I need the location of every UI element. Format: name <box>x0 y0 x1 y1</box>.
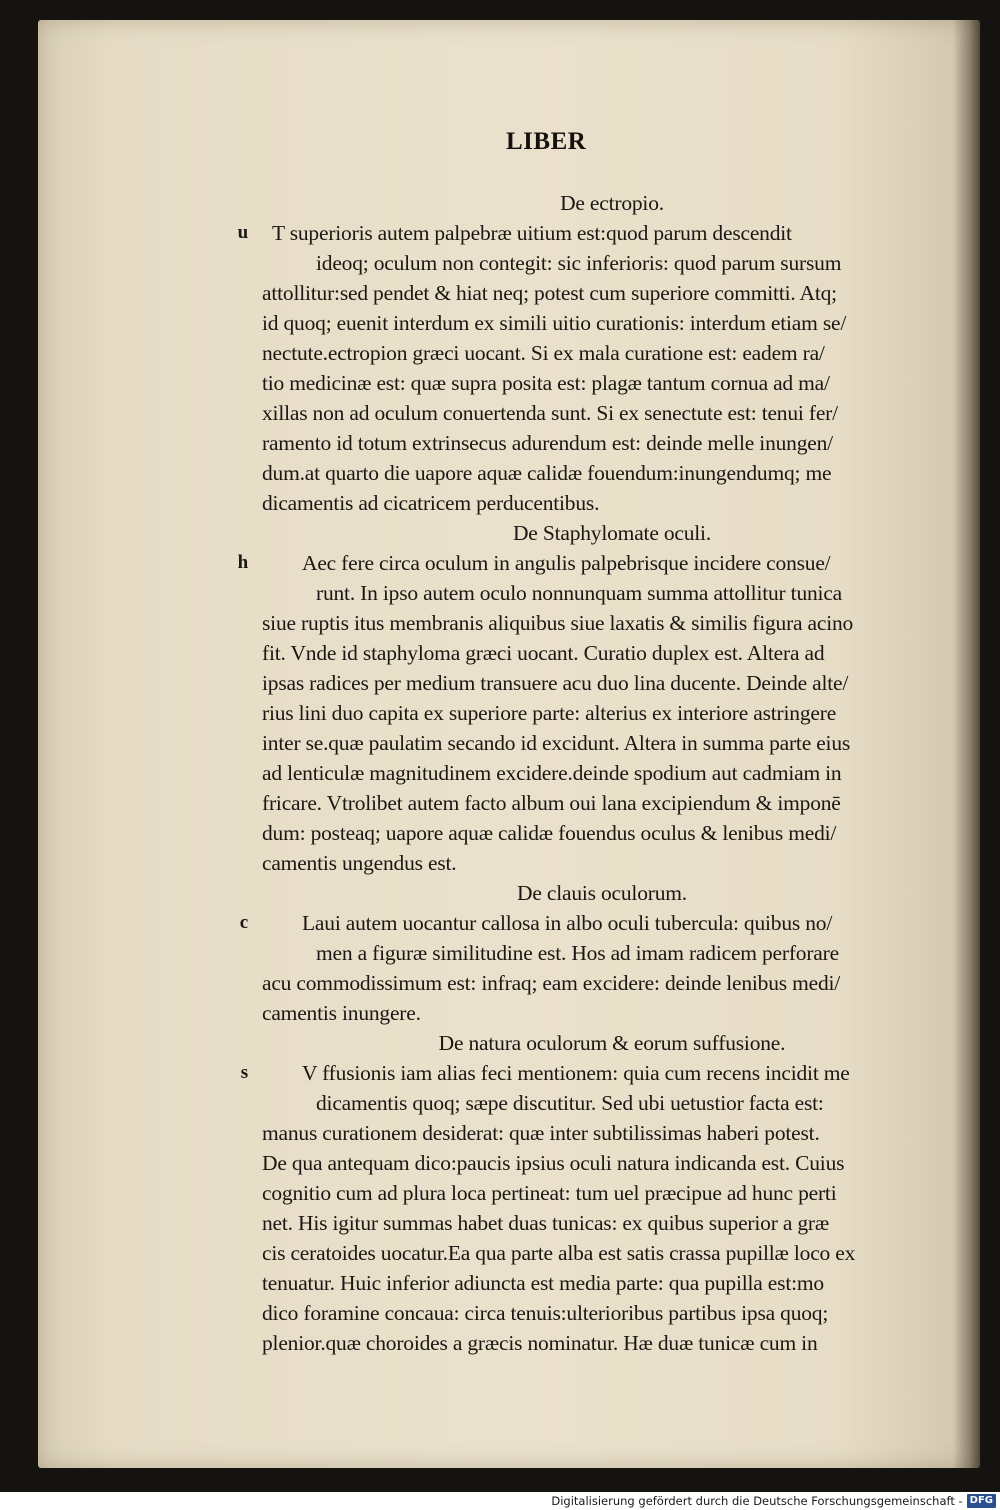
text-line: net. His igitur summas habet duas tunicas: ex quibus superior a græ <box>262 1211 830 1235</box>
paragraph <box>237 218 922 518</box>
section-heading: De natura oculorum & eorum suffusione. <box>438 1031 786 1055</box>
dfg-logo: DFG <box>967 1494 996 1508</box>
text-line: De qua antequam dico:paucis ipsius oculi natura indicanda est. Cuius <box>262 1151 845 1175</box>
guide-letter: h <box>237 552 248 573</box>
text-line: acu commodissimum est: infraq; eam excidere: deinde lenibus medi/ <box>262 971 841 995</box>
text-line: T superioris autem palpebræ uitium est:quod parum descendit <box>272 221 792 245</box>
footer-credit: Digitalisierung gefördert durch die Deutsche Forschungsgemeinschaft - <box>551 1494 963 1508</box>
text-line: tenuatur. Huic inferior adiuncta est media parte: qua pupilla est:mo <box>262 1271 824 1295</box>
text-line: fit. Vnde id staphyloma græci uocant. Curatio duplex est. Altera ad <box>262 641 825 665</box>
text-line: xillas non ad oculum conuertenda sunt. Si ex senectute est: tenui fer/ <box>262 401 838 425</box>
text-line: plenior.quæ choroides a græcis nominatur. Hæ duæ tunicæ cum in <box>262 1331 818 1355</box>
text-line: men a figuræ similitudine est. Hos ad imam radicem perforare <box>316 941 839 965</box>
running-head: LIBER <box>506 128 587 155</box>
page-edge-shadow <box>954 20 980 1468</box>
text-line: ideoq; oculum non contegit: sic inferioris: quod parum sursum <box>316 251 842 275</box>
text-line: cis ceratoides uocatur.Ea qua parte alba est satis crassa pupillæ loco ex <box>262 1241 856 1265</box>
text-line: dicamentis ad cicatricem perducentibus. <box>262 491 600 515</box>
text-line: ramento id totum extrinsecus adurendum est: deinde melle inungen/ <box>262 431 833 455</box>
footer-bar <box>0 1492 1000 1510</box>
text-line: ipsas radices per medium transuere acu duo lina ducente. Deinde alte/ <box>262 671 849 695</box>
section-heading: De Staphylomate oculi. <box>512 521 711 545</box>
paragraph <box>240 1058 922 1358</box>
text-line: cognitio cum ad plura loca pertineat: tum uel præcipue ad hunc perti <box>262 1181 837 1205</box>
paragraph <box>237 548 922 878</box>
guide-letter: s <box>240 1062 248 1083</box>
text-line: ad lenticulæ magnitudinem excidere.deinde spodium aut cadmiam in <box>262 761 842 785</box>
text-line: dum: posteaq; uapore aquæ calidæ fouendus oculus & lenibus medi/ <box>262 821 837 845</box>
text-line: fricare. Vtrolibet autem facto album oui lana excipiendum & imponē <box>262 791 841 815</box>
text-line: manus curationem desiderat: quæ inter subtilissimas haberi potest. <box>262 1121 820 1145</box>
text-line: Laui autem uocantur callosa in albo oculi tubercula: quibus no/ <box>302 911 833 935</box>
text-line: runt. In ipso autem oculo nonnunquam summa attollitur tunica <box>316 581 843 605</box>
section-heading: De clauis oculorum. <box>517 881 687 905</box>
guide-letter: c <box>239 912 248 933</box>
text-line: dico foramine concaua: circa tenuis:ulterioribus partibus ipsa quoq; <box>262 1301 829 1325</box>
text-line: V ffusionis iam alias feci mentionem: quia cum recens incidit me <box>302 1061 850 1085</box>
paragraph <box>239 908 922 1028</box>
text-line: siue ruptis itus membranis aliquibus siue laxatis & similis figura acino <box>262 611 854 635</box>
text-line: camentis inungere. <box>262 1001 421 1025</box>
text-line: camentis ungendus est. <box>262 851 457 875</box>
text-line: attollitur:sed pendet & hiat neq; potest cum superiore committi. Atq; <box>262 281 837 305</box>
guide-letter: u <box>237 222 248 243</box>
text-line: Aec fere circa oculum in angulis palpebrisque incidere consue/ <box>302 551 831 575</box>
text-line: nectute.ectropion græci uocant. Si ex mala curatione est: eadem ra/ <box>262 341 825 365</box>
text-block <box>237 188 922 1358</box>
text-line: inter se.quæ paulatim secando id excidunt. Altera in summa parte eius <box>262 731 851 755</box>
text-line: rius lini duo capita ex superiore parte: alterius ex interiore astringere <box>262 701 837 725</box>
section-heading: De ectropio. <box>560 191 664 215</box>
text-line: tio medicinæ est: quæ supra posita est: plagæ tantum cornua ad ma/ <box>262 371 830 395</box>
text-line: dum.at quarto die uapore aquæ calidæ fouendum:inungendumq; me <box>262 461 832 485</box>
text-line: dicamentis quoq; sæpe discutitur. Sed ubi uetustior facta est: <box>316 1091 824 1115</box>
text-line: id quoq; euenit interdum ex simili uitio curationis: interdum etiam se/ <box>262 311 847 335</box>
